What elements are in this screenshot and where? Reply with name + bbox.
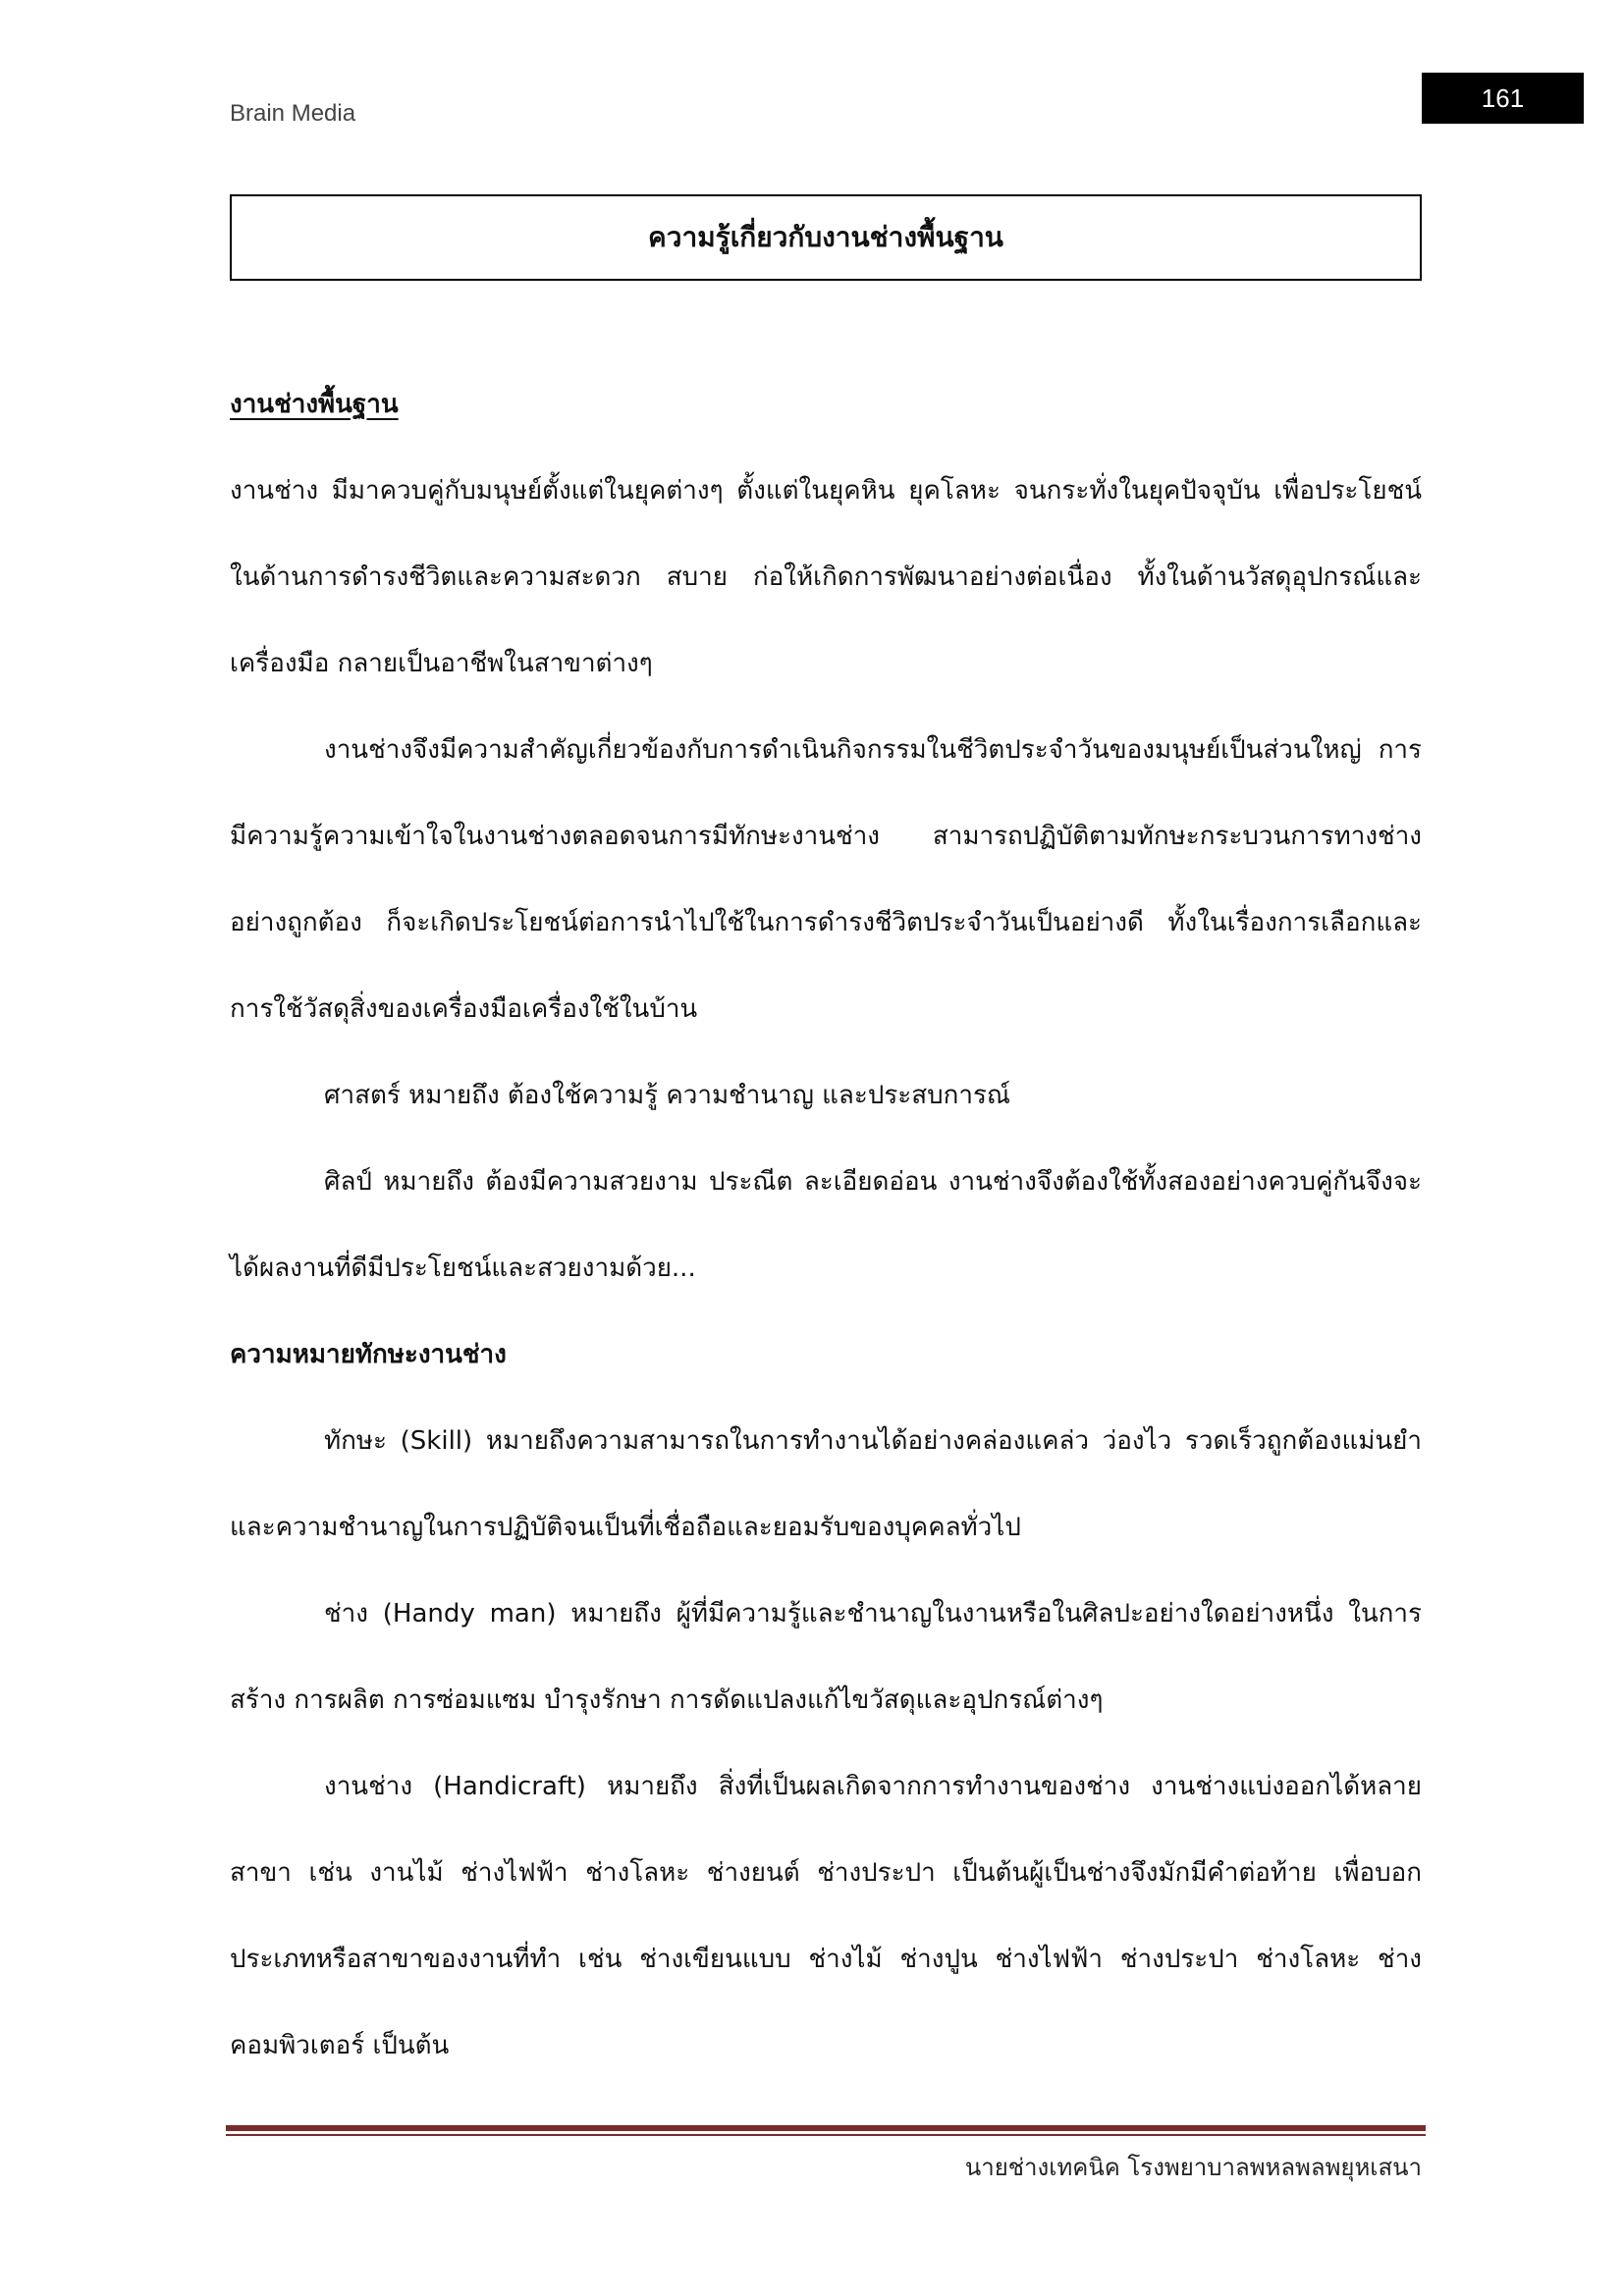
- paragraph: ศาสตร์ หมายถึง ต้องใช้ความรู้ ความชำนาญ และประสบการณ์: [324, 1081, 1011, 1110]
- section-heading-skill-meaning: ความหมายทักษะงานช่าง: [230, 1340, 507, 1369]
- paragraph: ทักษะ (Skill) หมายถึงความสามารถในการทำงานได้อย่างคล่องแคล่ว ว่องไว รวดเร็วถูกต้องแม่นยำ และความชำนาญในการปฏิบัติจนเป็นที่เชื่อถือและยอมรับของบุคคลทั่วไป: [230, 1426, 1422, 1542]
- paragraph: ศิลป์ หมายถึง ต้องมีความสวยงาม ประณีต ละเอียดอ่อน งานช่างจึงต้องใช้ทั้งสองอย่างควบคู่กันจึงจะได้ผลงานที่ดีมีประโยชน์และสวยงามด้วย...: [230, 1167, 1422, 1283]
- page-title: ความรู้เกี่ยวกับงานช่างพื้นฐาน: [230, 194, 1422, 281]
- document-body: [230, 361, 1422, 2089]
- paragraph: งานช่าง (Handicraft) หมายถึง สิ่งที่เป็นผลเกิดจากการทำงานของช่าง งานช่างแบ่งออกได้หลายสาขา เช่น งานไม้ ช่างไฟฟ้า ช่างโลหะ ช่างยนต์ ช่างประปา เป็นต้นผู้เป็นช่างจึงมักมีคำต่อท้าย เพื่อบอกประเภทหรือสาขาของงานที่ทำ เช่น ช่างเขียนแบบ ช่างไม้ ช่างปูน ช่างไฟฟ้า ช่างประปา ช่างโลหะ ช่างคอมพิวเตอร์ เป็นต้น: [230, 1772, 1422, 2060]
- paragraph: งานช่าง มีมาควบคู่กับมนุษย์ตั้งแต่ในยุคต่างๆ ตั้งแต่ในยุคหิน ยุคโลหะ จนกระทั่งในยุคปัจจุบัน เพื่อประโยชน์ในด้านการดำรงชีวิตและความสะดวก สบาย ก่อให้เกิดการพัฒนาอย่างต่อเนื่อง ทั้งในด้านวัสดุอุปกรณ์และเครื่องมือ กลายเป็นอาชีพในสาขาต่างๆ: [230, 476, 1422, 678]
- page-number: 161: [1422, 73, 1584, 124]
- header-brand: Brain Media: [230, 100, 356, 127]
- section-heading-basic-craft: งานช่างพื้นฐาน: [230, 390, 399, 419]
- paragraph: งานช่างจึงมีความสำคัญเกี่ยวข้องกับการดำเนินกิจกรรมในชีวิตประจำวันของมนุษย์เป็นส่วนใหญ่ การมีความรู้ความเข้าใจในงานช่างตลอดจนการมีทักษะงานช่าง สามารถปฏิบัติตามทักษะกระบวนการทางช่างอย่างถูกต้อง ก็จะเกิดประโยชน์ต่อการนำไปใช้ในการดำรงชีวิตประจำวันเป็นอย่างดี ทั้งในเรื่องการเลือกและการใช้วัสดุสิ่งของเครื่องมือเครื่องใช้ในบ้าน: [230, 735, 1422, 1024]
- footer-divider: [226, 2125, 1426, 2131]
- footer-divider-thin: [226, 2134, 1426, 2136]
- footer-text: นายช่างเทคนิค โรงพยาบาลพหลพลพยุหเสนา: [964, 2154, 1422, 2181]
- paragraph: ช่าง (Handy man) หมายถึง ผู้ที่มีความรู้และชำนาญในงานหรือในศิลปะอย่างใดอย่างหนึ่ง ในการสร้าง การผลิต การซ่อมแซม บำรุงรักษา การดัดแปลงแก้ไขวัสดุและอุปกรณ์ต่างๆ: [230, 1599, 1422, 1715]
